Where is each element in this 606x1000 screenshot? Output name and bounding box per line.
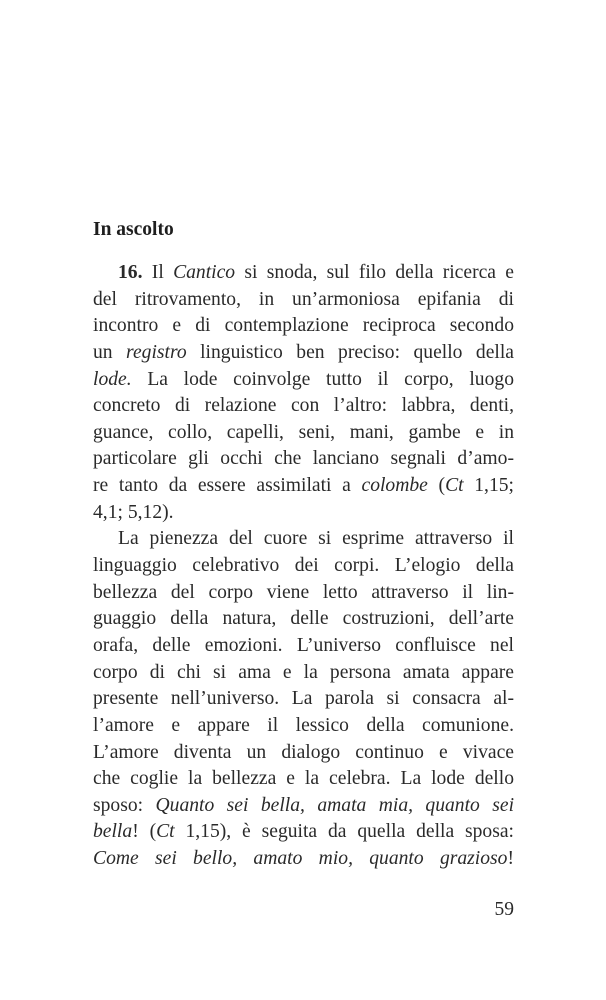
text-segment: (	[427, 475, 446, 497]
text-segment: linguaggio celebrativo dei corpi. L’elogio della	[93, 555, 514, 577]
text-line	[93, 846, 514, 873]
italic-text: Ct	[445, 475, 464, 497]
italic-text: Quanto sei bella, amata mia, quanto sei	[155, 794, 515, 816]
text-segment: ! (	[132, 821, 157, 843]
italic-text: registro	[126, 341, 187, 363]
text-line	[93, 526, 514, 553]
text-segment: guaggio della natura, delle costruzioni, dell’arte	[93, 608, 514, 630]
text-segment: 1,15), è seguita da quella della sposa:	[174, 821, 514, 843]
text-line	[93, 580, 514, 607]
text-line	[93, 766, 514, 793]
text-line	[93, 660, 514, 687]
text-segment: !	[507, 848, 514, 870]
text-line	[93, 819, 514, 846]
text-segment: Il	[142, 262, 174, 283]
text-line	[93, 633, 514, 660]
text-segment: un	[93, 341, 127, 363]
text-segment: re tanto da essere assimilati a	[93, 475, 362, 497]
text-segment: si snoda, sul filo della ricerca e	[235, 262, 514, 283]
text-line	[93, 393, 514, 420]
text-line	[93, 340, 514, 367]
text-segment: La lode coinvolge tutto il corpo, luogo	[131, 368, 514, 390]
text-line	[93, 686, 514, 713]
text-line	[93, 446, 514, 473]
text-line	[93, 420, 514, 447]
text-segment: l’amore e appare il lessico della comunione.	[93, 714, 514, 736]
text-line	[93, 553, 514, 580]
text-segment: La pienezza del cuore si esprime attraverso il	[118, 528, 514, 550]
italic-text: lode.	[93, 368, 132, 390]
text-line	[93, 500, 514, 527]
body-text	[93, 260, 514, 873]
text-line	[93, 606, 514, 633]
text-segment: guance, collo, capelli, seni, mani, gambe e in	[93, 421, 514, 443]
paragraph-number: 16.	[118, 262, 143, 283]
text-segment: orafa, delle emozioni. L’universo confluisce nel	[93, 634, 514, 656]
italic-text: Ct	[156, 821, 175, 843]
page-number: 59	[494, 899, 514, 920]
text-segment: presente nell’universo. La parola si consacra al-	[93, 688, 514, 710]
text-line	[93, 313, 514, 340]
text-segment: sposo:	[93, 794, 156, 816]
italic-text: Cantico	[173, 262, 236, 283]
italic-text: bella	[93, 821, 133, 843]
text-segment: 4,1; 5,12).	[93, 501, 174, 523]
text-segment: 1,15;	[463, 475, 514, 497]
text-line	[93, 793, 514, 820]
text-line	[93, 367, 514, 394]
text-segment: del ritrovamento, in un’armoniosa epifania di	[93, 288, 514, 310]
text-line	[93, 473, 514, 500]
text-segment: bellezza del corpo viene letto attraverso il lin-	[93, 581, 514, 603]
section-heading: In ascolto	[93, 219, 174, 240]
text-segment: linguistico ben preciso: quello della	[186, 341, 514, 363]
text-segment: incontro e di contemplazione reciproca secondo	[93, 315, 514, 337]
text-line	[93, 713, 514, 740]
italic-text: Come sei bello, amato mio, quanto grazioso	[93, 848, 508, 870]
text-line	[93, 260, 514, 287]
text-line	[93, 740, 514, 767]
text-segment: particolare gli occhi che lanciano segnali d’amo-	[93, 448, 514, 470]
text-segment: concreto di relazione con l’altro: labbra, denti,	[93, 395, 514, 417]
italic-text: colombe	[361, 475, 428, 497]
text-segment: corpo di chi si ama e la persona amata appare	[93, 661, 514, 683]
text-line	[93, 287, 514, 314]
text-segment: che coglie la bellezza e la celebra. La lode dello	[93, 768, 514, 790]
text-segment: L’amore diventa un dialogo continuo e vivace	[93, 741, 514, 763]
